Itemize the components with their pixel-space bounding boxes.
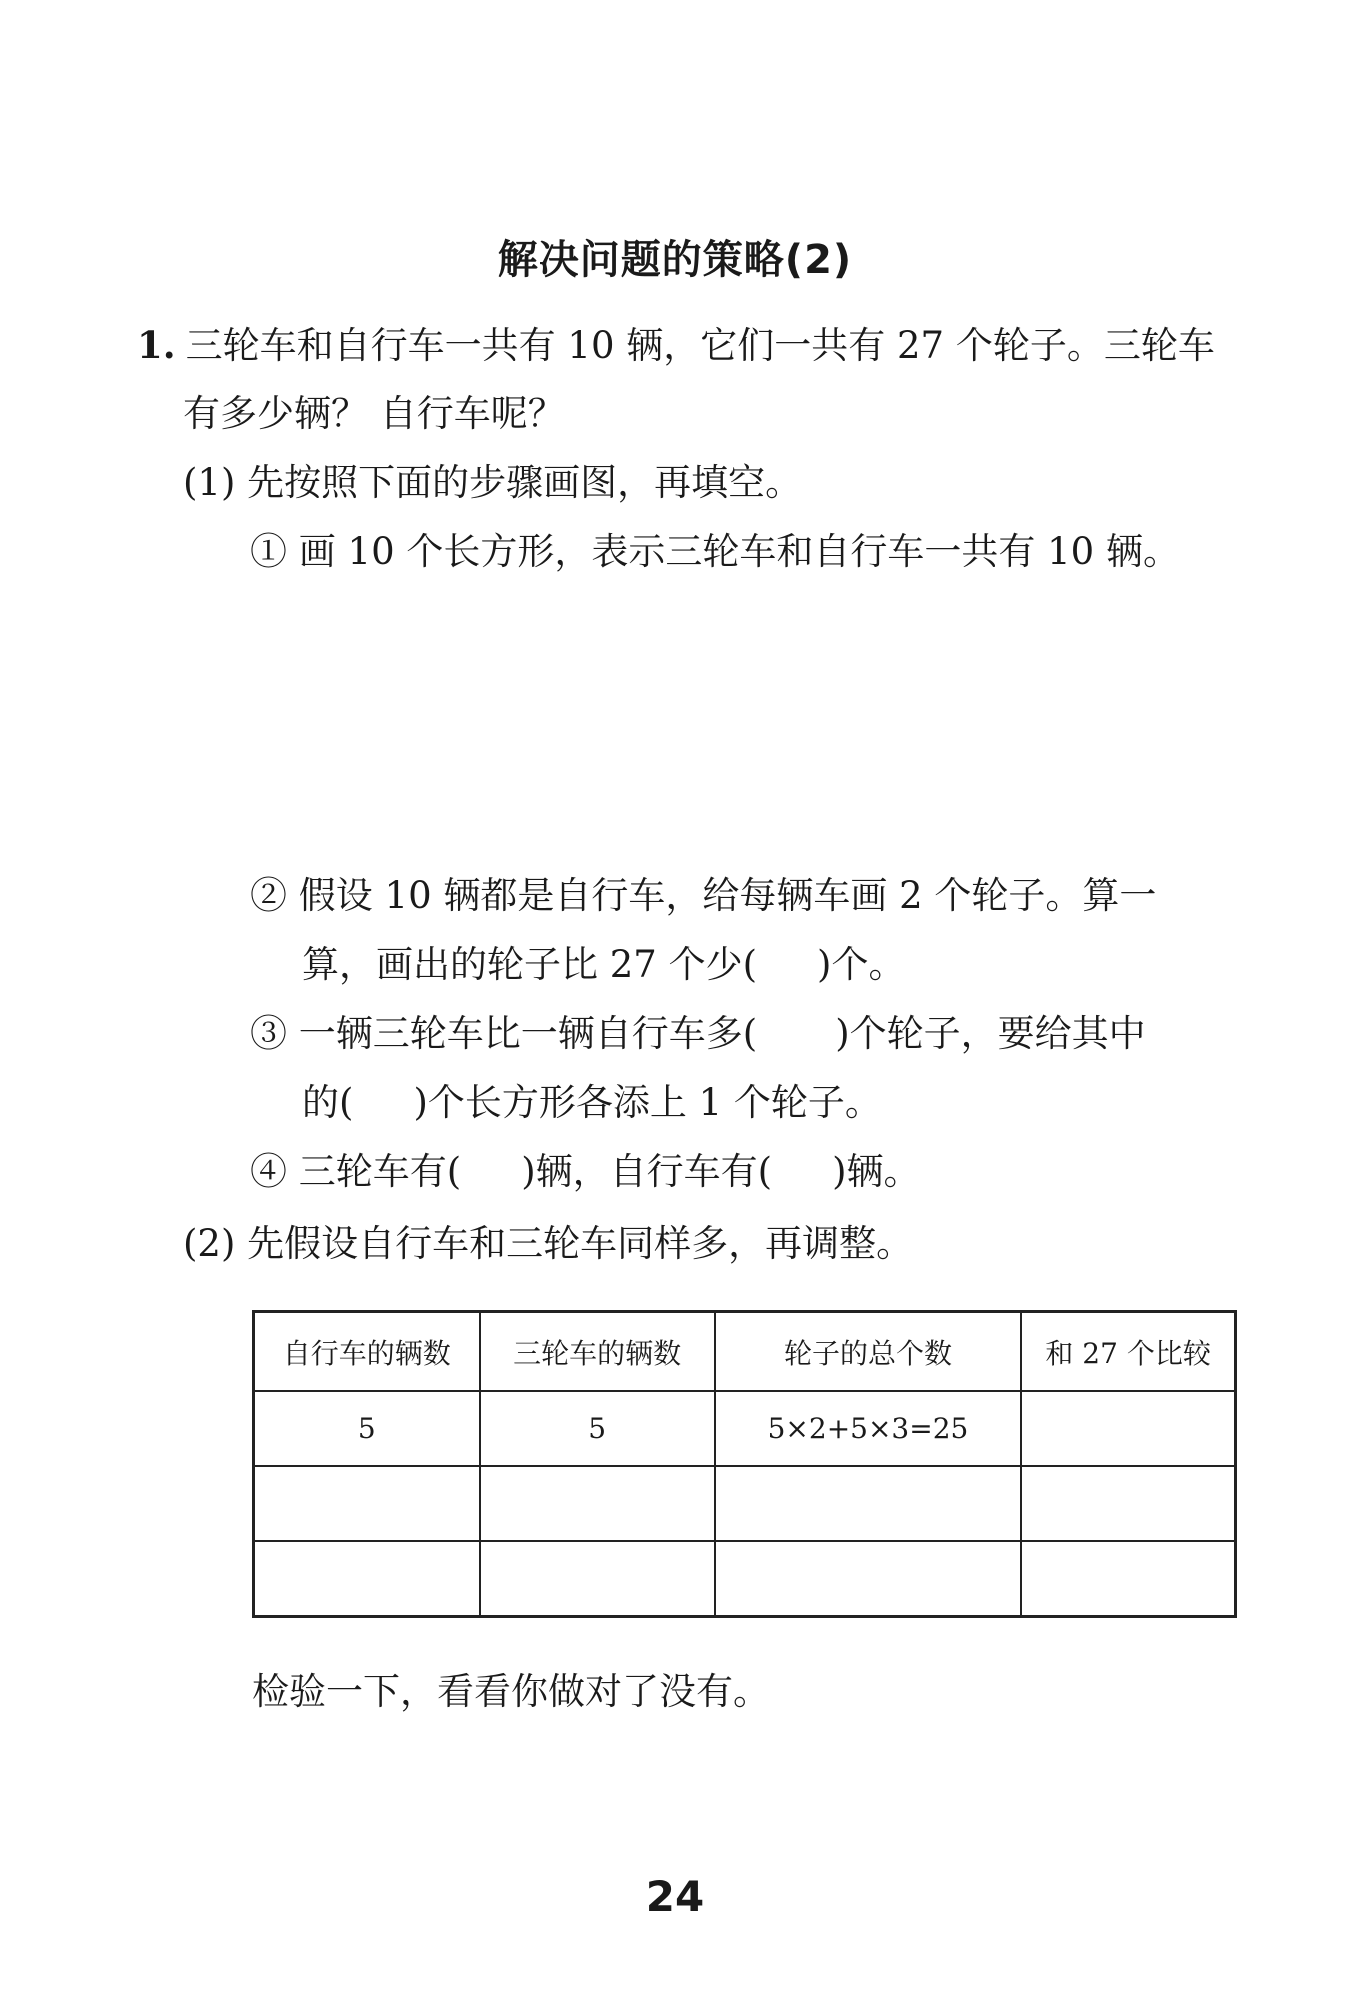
check-instruction: 检验一下，看看你做对了没有。 (252, 1670, 770, 1713)
question-number: 1. (137, 323, 176, 367)
step-4-text-a: ④ 三轮车有( (250, 1150, 462, 1193)
step-1: ① 画 10 个长方形，表示三轮车和自行车一共有 10 辆。 (250, 530, 1180, 573)
step-2-text-a: 算，画出的轮子比 27 个少( (302, 943, 758, 986)
step-3-line-2 (302, 1081, 882, 1125)
table-header-cell: 自行车的辆数 (254, 1312, 480, 1392)
table-header-cell: 三轮车的辆数 (480, 1312, 715, 1392)
table-cell[interactable] (480, 1466, 715, 1541)
step-2-line-1: ② 假设 10 辆都是自行车，给每辆车画 2 个轮子。算一 (250, 874, 1157, 917)
table-header-row (254, 1312, 1236, 1392)
table-cell[interactable] (715, 1466, 1022, 1541)
table-row (254, 1391, 1236, 1466)
answer-table (252, 1310, 1237, 1618)
step-2-text-b: )个。 (817, 943, 906, 986)
page-number: 24 (645, 1872, 705, 1921)
part-2-instruction: (2) 先假设自行车和三轮车同样多，再调整。 (183, 1222, 914, 1265)
table-cell: 5 (480, 1391, 715, 1466)
table-cell[interactable] (254, 1541, 480, 1617)
table-cell[interactable] (480, 1541, 715, 1617)
step-3-line-1 (250, 1012, 1146, 1056)
table-row (254, 1466, 1236, 1541)
table-header-cell: 和 27 个比较 (1021, 1312, 1235, 1392)
step-3-text-d: )个长方形各添上 1 个轮子。 (413, 1081, 882, 1124)
question-1-line-2: 有多少辆？ 自行车呢？ (183, 392, 565, 435)
table-row (254, 1541, 1236, 1617)
table-cell[interactable] (254, 1466, 480, 1541)
table-cell[interactable] (1021, 1391, 1235, 1466)
part-1-instruction: (1) 先按照下面的步骤画图，再填空。 (183, 461, 803, 504)
question-1-line-1 (137, 323, 1215, 368)
table-cell[interactable] (1021, 1541, 1235, 1617)
step-3-text-c: 的( (302, 1081, 354, 1124)
page-title: 解决问题的策略(2) (497, 237, 853, 283)
table-header-cell: 轮子的总个数 (715, 1312, 1022, 1392)
table-cell: 5×2+5×3=25 (715, 1391, 1022, 1466)
question-1-text-1: 三轮车和自行车一共有 10 辆，它们一共有 27 个轮子。三轮车 (185, 324, 1215, 367)
step-4-text-c: )辆。 (832, 1150, 921, 1193)
table-cell[interactable] (715, 1541, 1022, 1617)
step-4 (250, 1150, 921, 1194)
step-3-text-a: ③ 一辆三轮车比一辆自行车多( (250, 1012, 758, 1055)
table-cell: 5 (254, 1391, 480, 1466)
step-2-line-2 (302, 943, 905, 987)
step-3-text-b: )个轮子，要给其中 (835, 1012, 1146, 1055)
table-cell[interactable] (1021, 1466, 1235, 1541)
step-4-text-b: )辆，自行车有( (521, 1150, 773, 1193)
